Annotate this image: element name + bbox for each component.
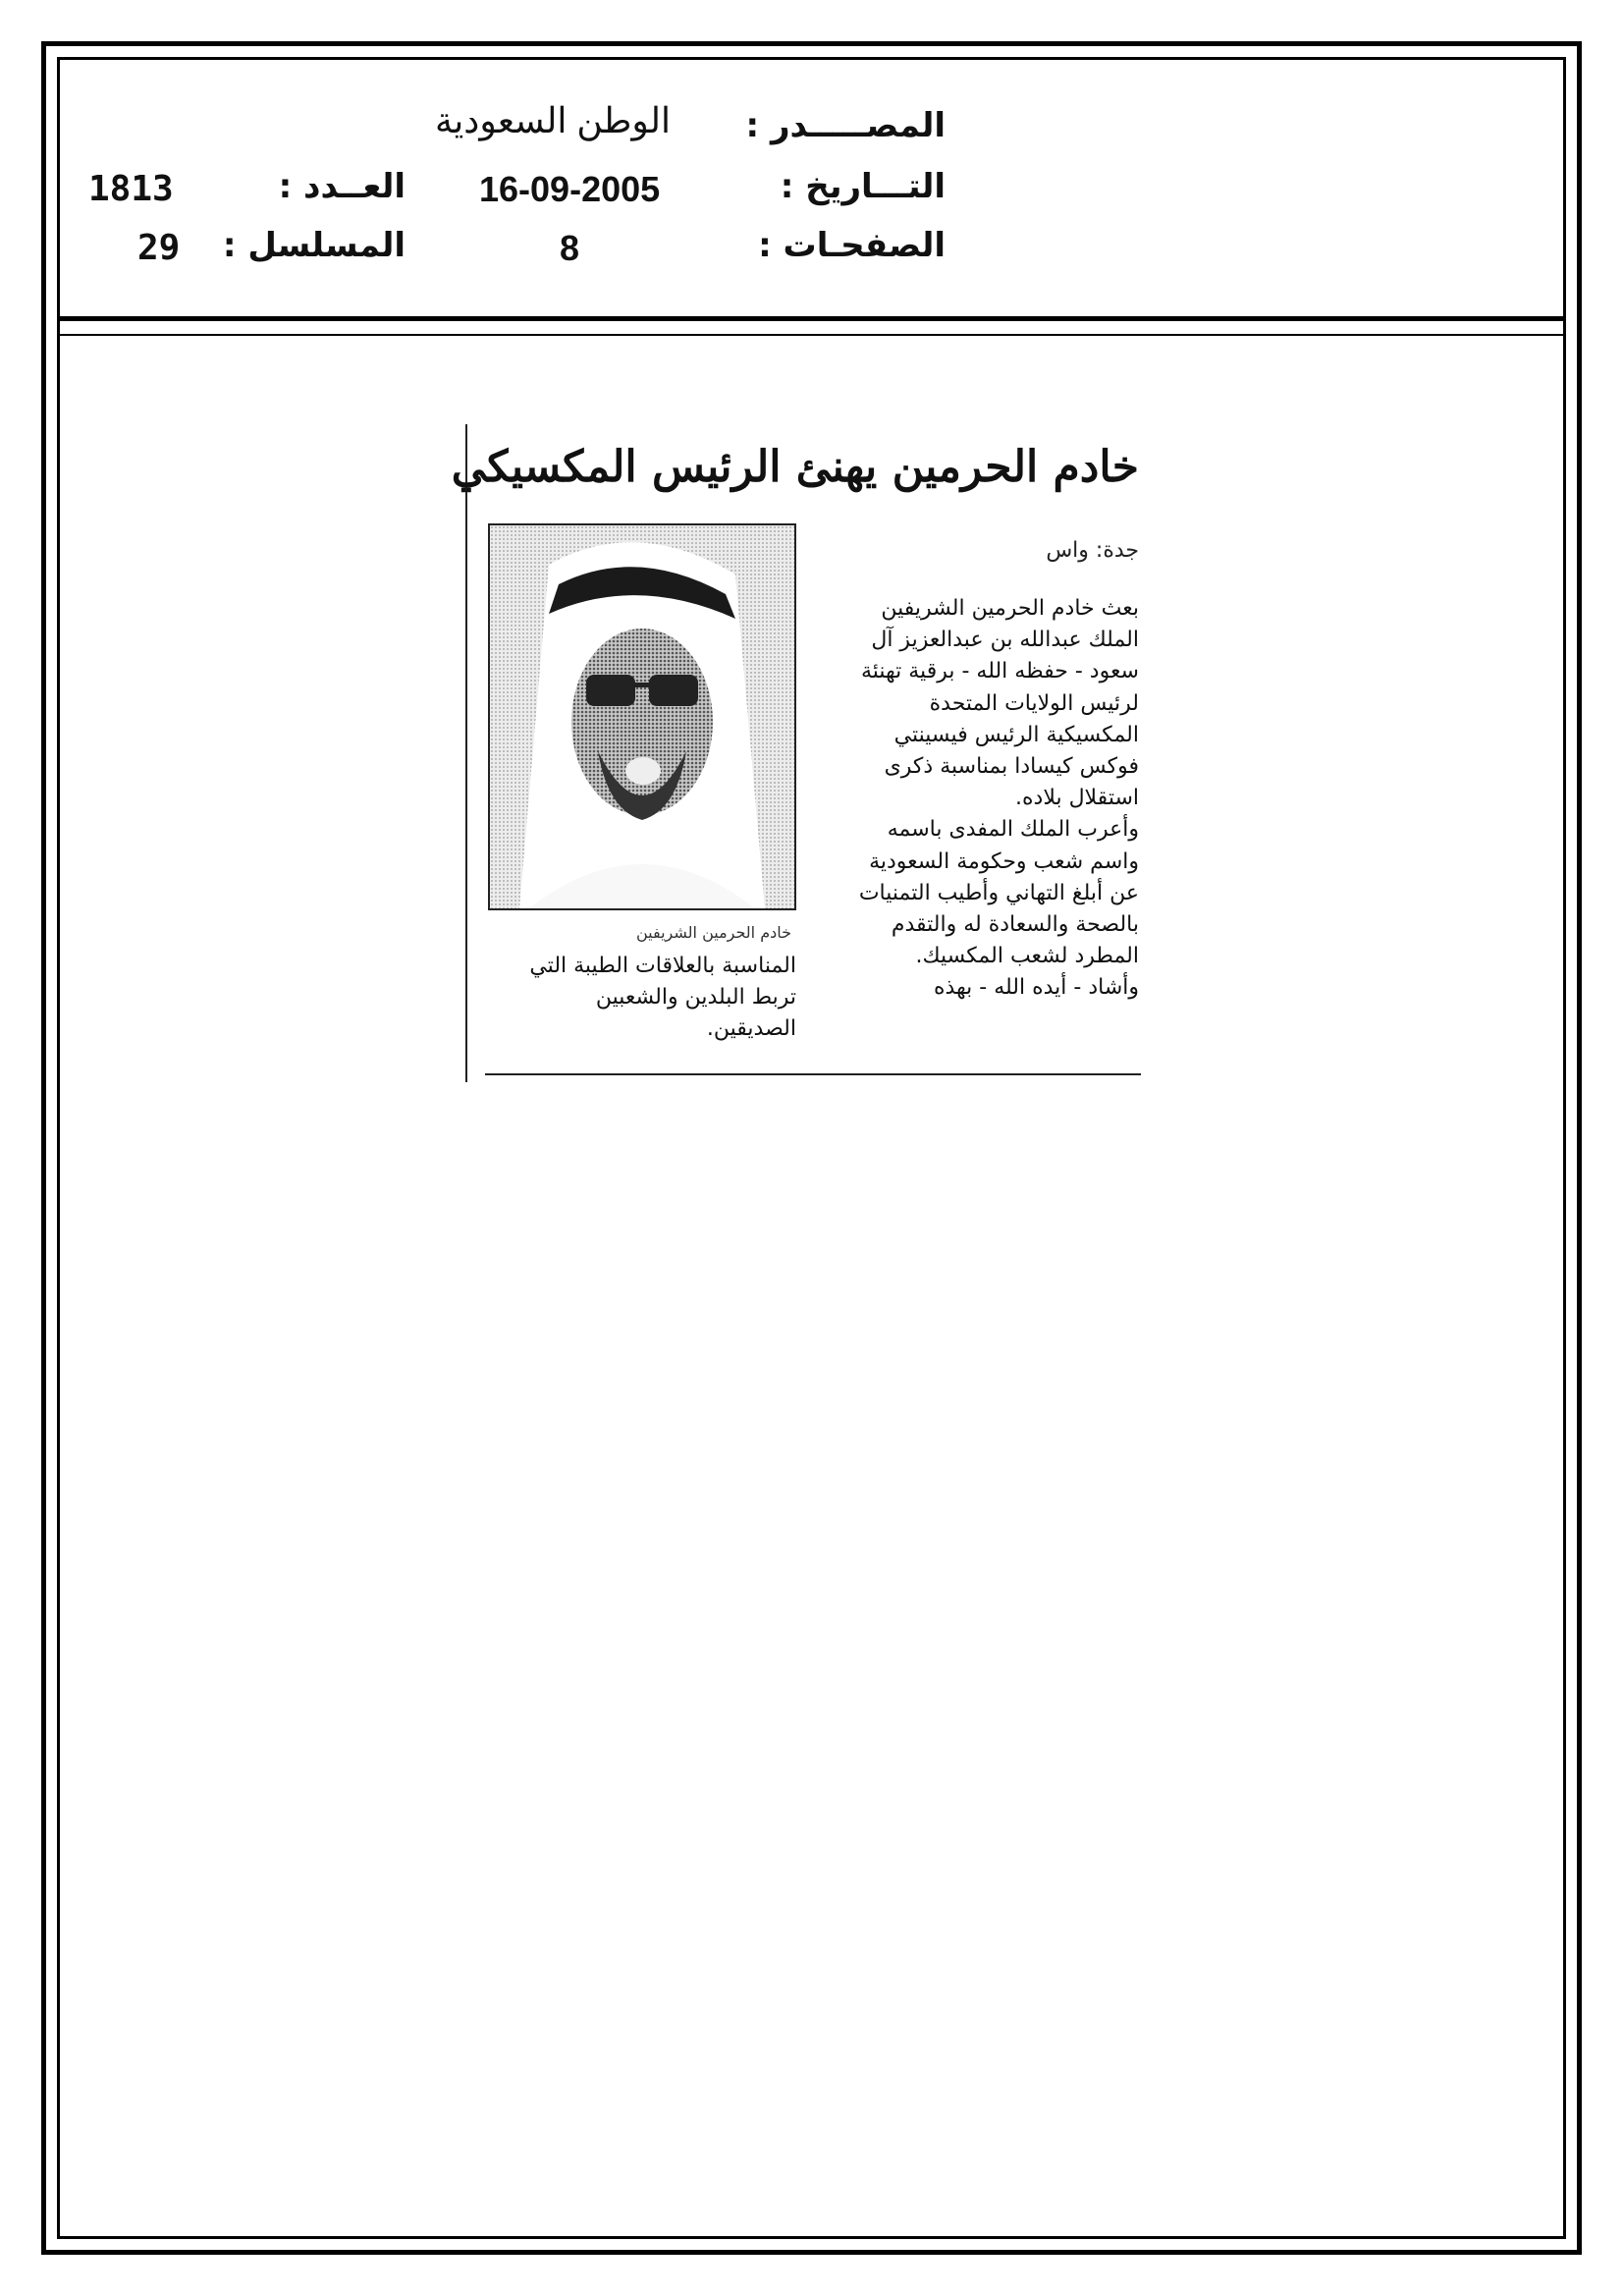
header-divider: [57, 316, 1566, 321]
article-headline: خادم الحرمين يهنئ الرئيس المكسيكي: [451, 442, 1139, 492]
article-line: بالصحة والسعادة له والتقدم: [891, 911, 1139, 937]
article-line: بعث خادم الحرمين الشريفين: [881, 596, 1139, 621]
header-divider-thin: [57, 334, 1566, 336]
article-line: الصديقين.: [706, 1016, 796, 1042]
source-label: المصـــــدر :: [745, 106, 946, 145]
article-byline: جدة: واس: [1046, 538, 1139, 563]
article-line: عن أبلغ التهاني وأطيب التمنيات: [858, 880, 1139, 905]
photo-caption: خادم الحرمين الشريفين: [636, 923, 791, 942]
pages-label: الصفحـات :: [758, 226, 946, 265]
article-line: واسم شعب وحكومة السعودية: [869, 848, 1139, 874]
article-line: المطرد لشعب المكسيك.: [915, 944, 1139, 969]
source-value: الوطن السعودية: [434, 100, 671, 140]
article-line: استقلال بلاده.: [1015, 786, 1139, 811]
issue-label: العــدد :: [278, 167, 406, 206]
article-line: الملك عبدالله بن عبدالعزيز آل: [871, 628, 1139, 653]
clipping-left-rule: [465, 424, 467, 1082]
serial-label: المسلسل :: [222, 226, 406, 265]
article-line: سعود - حفظه الله - برقية تهنئة: [860, 659, 1139, 684]
pages-value: 8: [560, 228, 580, 268]
portrait-illustration: [490, 525, 794, 908]
article-line: وأعرب الملك المفدى باسمه: [887, 817, 1139, 843]
clipping-bottom-rule: [485, 1073, 1141, 1075]
issue-value: 1813: [88, 169, 174, 209]
serial-value: 29: [137, 228, 181, 268]
article-line: لرئيس الولايات المتحدة: [929, 690, 1139, 716]
article-line: فوكس كيسادا بمناسبة ذكرى: [884, 753, 1139, 779]
page-frame-inner: [57, 57, 1566, 2239]
portrait-photo: [488, 523, 796, 910]
article-column-left: [488, 951, 796, 1046]
date-value: 16-09-2005: [479, 169, 661, 209]
date-label: التـــاريخ :: [780, 167, 946, 206]
article-line: المناسبة بالعلاقات الطيبة التي: [529, 954, 796, 978]
article-line: تربط البلدين والشعبين: [595, 985, 796, 1011]
article-column-right: [821, 593, 1139, 1004]
article-line: وأشاد - أيده الله - بهذه: [933, 975, 1139, 1001]
article-line: المكسيكية الرئيس فيسينتي: [893, 722, 1139, 747]
